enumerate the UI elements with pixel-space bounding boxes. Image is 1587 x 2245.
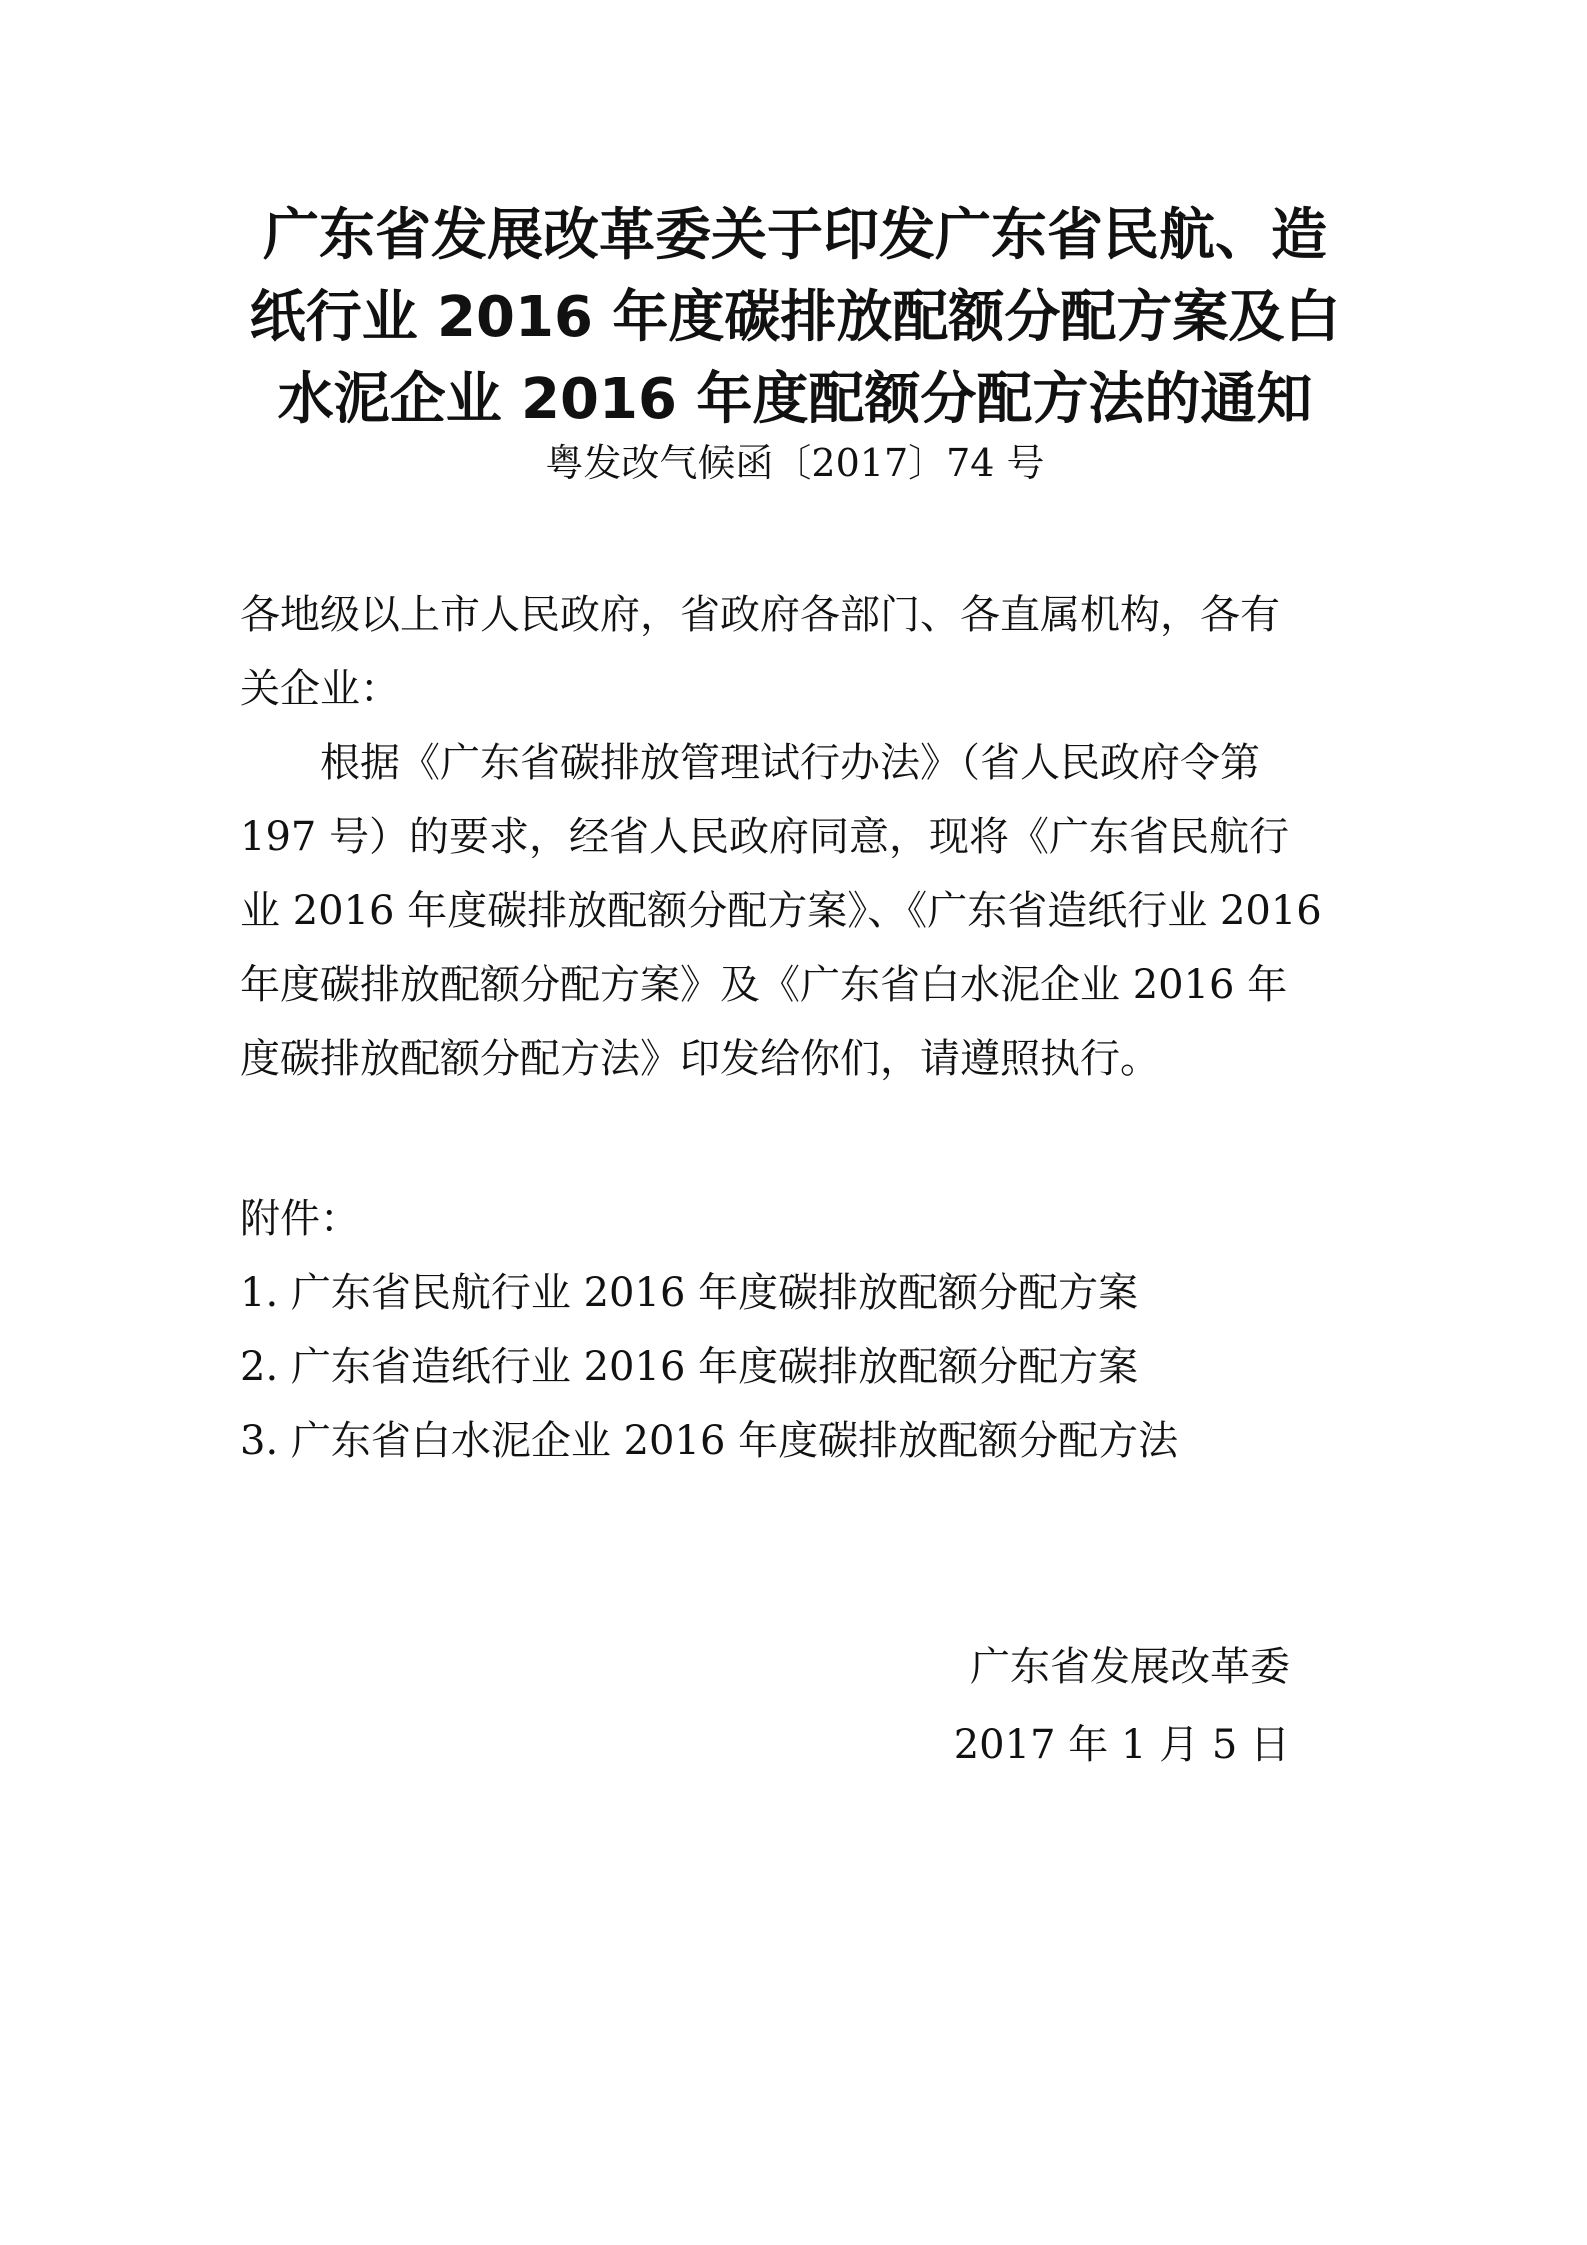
attachment-item: 2. 广东省造纸行业 2016 年度碳排放配额分配方案: [240, 1344, 1139, 1390]
document-title: [230, 195, 1360, 441]
salutation: [240, 578, 1360, 726]
paragraph-line: 197 号）的要求，经省人民政府同意，现将《广东省民航行: [240, 814, 1290, 860]
paragraph-line: 根据《广东省碳排放管理试行办法》（省人民政府令第: [240, 740, 1260, 786]
attachments-section: [240, 1182, 1360, 1478]
title-line: 水泥企业 2016 年度配额分配方法的通知: [277, 367, 1313, 432]
signature-date: 2017 年 1 月 5 日: [953, 1722, 1290, 1768]
title-line: 广东省发展改革委关于印发广东省民航、造: [263, 203, 1327, 268]
paragraph-line: 年度碳排放配额分配方案》及《广东省白水泥企业 2016 年: [240, 962, 1288, 1008]
signature-organization: 广东省发展改革委: [970, 1644, 1290, 1690]
attachment-item: 3. 广东省白水泥企业 2016 年度碳排放配额分配方法: [240, 1418, 1179, 1464]
paragraph-line: 业 2016 年度碳排放配额分配方案》、《广东省造纸行业 2016: [240, 888, 1322, 934]
attachment-item: 1. 广东省民航行业 2016 年度碳排放配额分配方案: [240, 1270, 1139, 1316]
attachments-label: 附件：: [240, 1196, 360, 1242]
salutation-line: 关企业：: [240, 666, 400, 712]
body-paragraph: [240, 726, 1360, 1096]
paragraph-line: 度碳排放配额分配方法》印发给你们，请遵照执行。: [240, 1036, 1160, 1082]
document-number: 粤发改气候函〔2017〕74 号: [545, 441, 1045, 485]
salutation-line: 各地级以上市人民政府，省政府各部门、各直属机构，各有: [240, 592, 1280, 638]
title-line: 纸行业 2016 年度碳排放配额分配方案及白: [249, 285, 1341, 350]
